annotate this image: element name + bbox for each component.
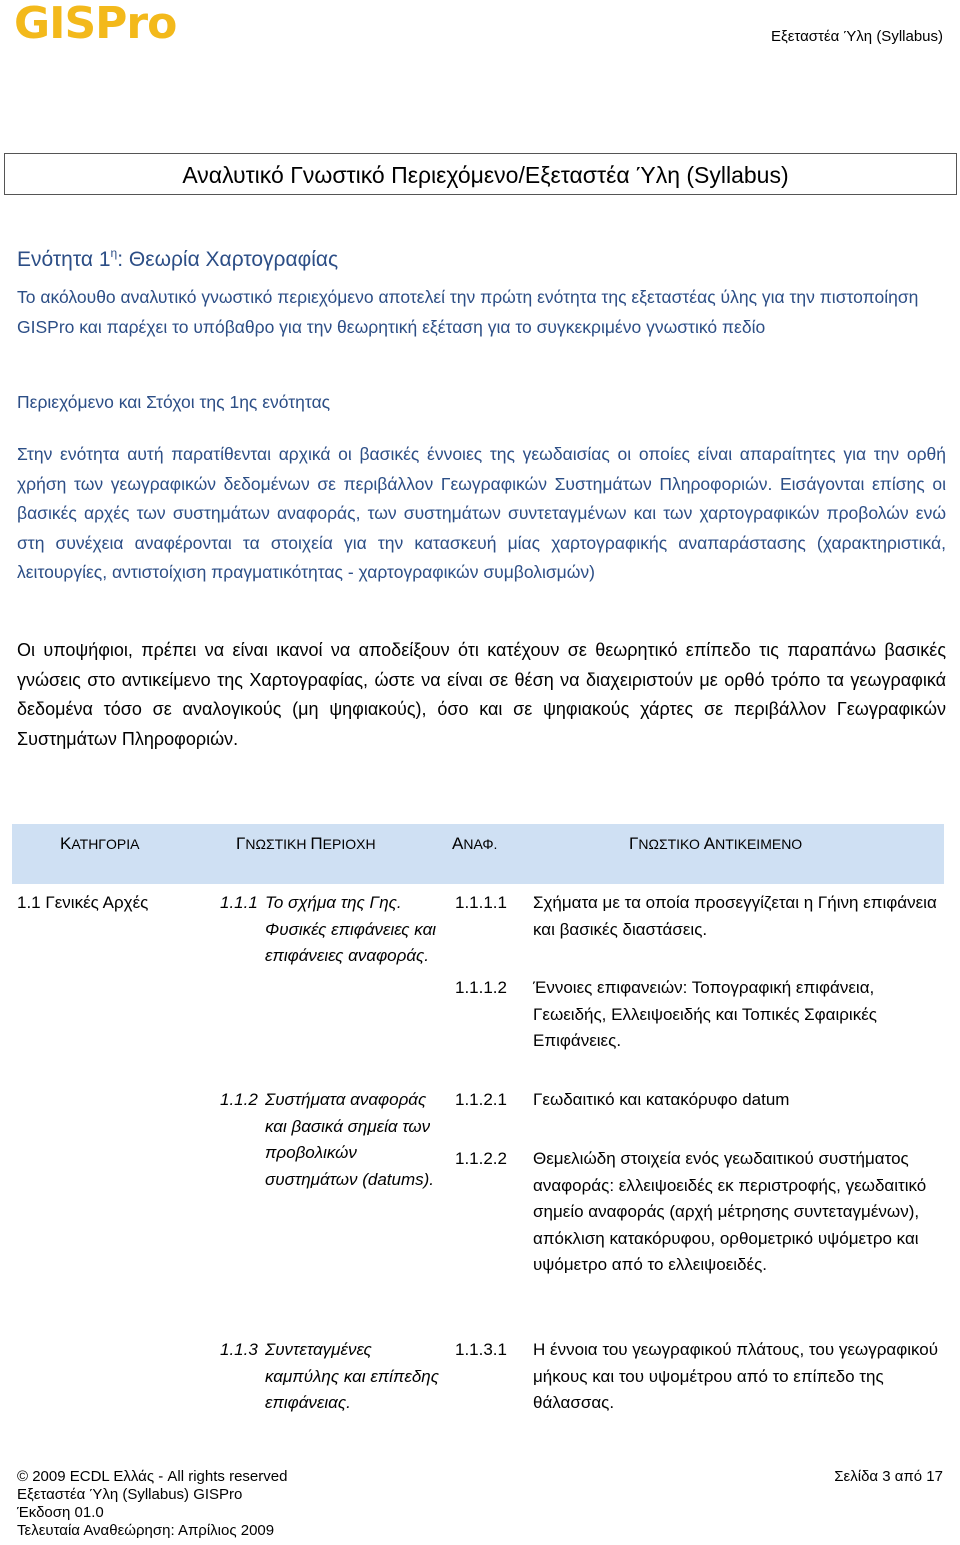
item-text-4: Θεμελιώδη στοιχεία ενός γεωδαιτικού συστήματος αναφοράς: ελλειψοειδές εκ περιστροφής, γεωδαιτικό σημείο αναφοράς (αρχή μέτρησης συντεταγμένων), απόκλιση κατακόρυφου, ορθομετρικό υψόμετρο και υψόμετρο από το ελλειψοειδές. [533,1149,927,1274]
footer-doc: Εξεταστέα Ύλη (Syllabus) GISPro [17,1486,243,1503]
item-ref-3: 1.1.2.1 [455,1090,507,1109]
page-number: Σελίδα 3 από 17 [834,1468,943,1485]
item-text-1: Σχήματα με τα οποία προσεγγίζεται η Γήινη επιφάνεια και βασικές διαστάσεις. [533,893,937,939]
item-text-5: Η έννοια του γεωγραφικού πλάτους, του γεωγραφικού μήκους και του υψομέτρου από το επίπεδο της θάλασσας. [533,1340,939,1412]
section-heading [17,246,338,272]
header-ref: ΑΝΑΦ. [452,834,498,853]
item-text-3: Γεωδαιτικό και κατακόρυφο datum [533,1090,790,1109]
item-ref-2: 1.1.1.2 [455,978,507,997]
section-heading-suffix: : Θεωρία Χαρτογραφίας [117,248,339,271]
page-title-box [4,153,957,195]
topic-2: 1.1.2 Συστήματα αναφοράς και βασικά σημεία των προβολικών συστημάτων (datums). [220,1090,435,1189]
footer-revision: Τελευταία Αναθεώρηση: Απρίλιος 2009 [17,1522,275,1539]
header-category: ΚΑΤΗΓΟΡΙΑ [60,834,140,853]
page-title: Αναλυτικό Γνωστικό Περιεχόμενο/Εξεταστέα Ύλη (Syllabus) [182,162,789,188]
footer-version: Έκδοση 01.0 [17,1504,104,1521]
item-ref-4: 1.1.2.2 [455,1149,507,1168]
item-ref-5: 1.1.3.1 [455,1340,507,1359]
item-text-2: Έννοιες επιφανειών: Τοπογραφική επιφάνεια, Γεωειδής, Ελλειψοειδής και Τοπικές Σφαιρικές Επιφάνειες. [533,978,877,1050]
category-cell: 1.1 Γενικές Αρχές [17,893,149,912]
header-title: Εξεταστέα Ύλη (Syllabus) [770,28,943,45]
section-heading-sup: η [110,246,118,260]
topic-3: 1.1.3 Συντεταγμένες καμπύλης και επίπεδης επιφάνειας. [220,1340,439,1412]
topic-1: 1.1.1 Το σχήμα της Γης. Φυσικές επιφάνειες και επιφάνειες αναφοράς. [220,893,437,965]
section-heading-prefix: Ενότητα 1 [17,248,111,271]
section-intro: Το ακόλουθο αναλυτικό γνωστικό περιεχόμενο αποτελεί την πρώτη ενότητα της εξεταστέας ύλης για την πιστοποίηση GISPro και παρέχει το υπόβαθρο για την θεωρητική εξέταση για το συγκεκριμένο γνωστικό πεδίο [17,287,919,337]
gispro-logo: GISPro [14,0,177,49]
header-area: ΓΝΩΣΤΙΚΗ ΠΕΡΙΟΧΗ [236,834,376,853]
header-objective: ΓΝΩΣΤΙΚΟ ΑΝΤΙΚΕΙΜΕΝΟ [629,834,803,853]
content-paragraph-1: Στην ενότητα αυτή παρατίθενται αρχικά οι βασικές έννοιες της γεωδαισίας οι οποίες είναι απαραίτητες για την ορθή χρήση των γεωγραφικών δεδομένων σε περιβάλλον Γεωγραφικών Συστημάτων Πληροφοριών. Εισάγονται επίσης οι βασικές αρχές των συστημάτων αναφοράς, των συστημάτων συντεταγμένων και των χαρτογραφικών προβολών ενώ στη συνέχεια αναφέρονται τα στοιχεία για την κατασκευή μίας χαρτογραφικής αναπαράστασης (χαρακτηριστικά, λειτουργίες, αντιστοίχιση πραγματικότητας - χαρτογραφικών συμβολισμών) [17,444,946,582]
content-paragraph-2: Οι υποψήφιοι, πρέπει να είναι ικανοί να αποδείξουν ότι κατέχουν σε θεωρητικό επίπεδο τις παραπάνω βασικές γνώσεις στο αντικείμενο της Χαρτογραφίας, ώστε να είναι σε θέση να διαχειριστούν με ορθό τρόπο τα γεωγραφικά δεδομένα τόσο σε αναλογικούς (μη ψηφιακούς), όσο και σε ψηφιακούς χάρτες σε περιβάλλον Γεωγραφικών Συστημάτων Πληροφοριών. [17,640,946,749]
section-subheading: Περιεχόμενο και Στόχοι της 1ης ενότητας [17,392,331,412]
table-header [12,824,944,884]
footer-copyright: © 2009 ECDL Ελλάς - All rights reserved [17,1468,288,1485]
item-ref-1: 1.1.1.1 [455,893,507,912]
